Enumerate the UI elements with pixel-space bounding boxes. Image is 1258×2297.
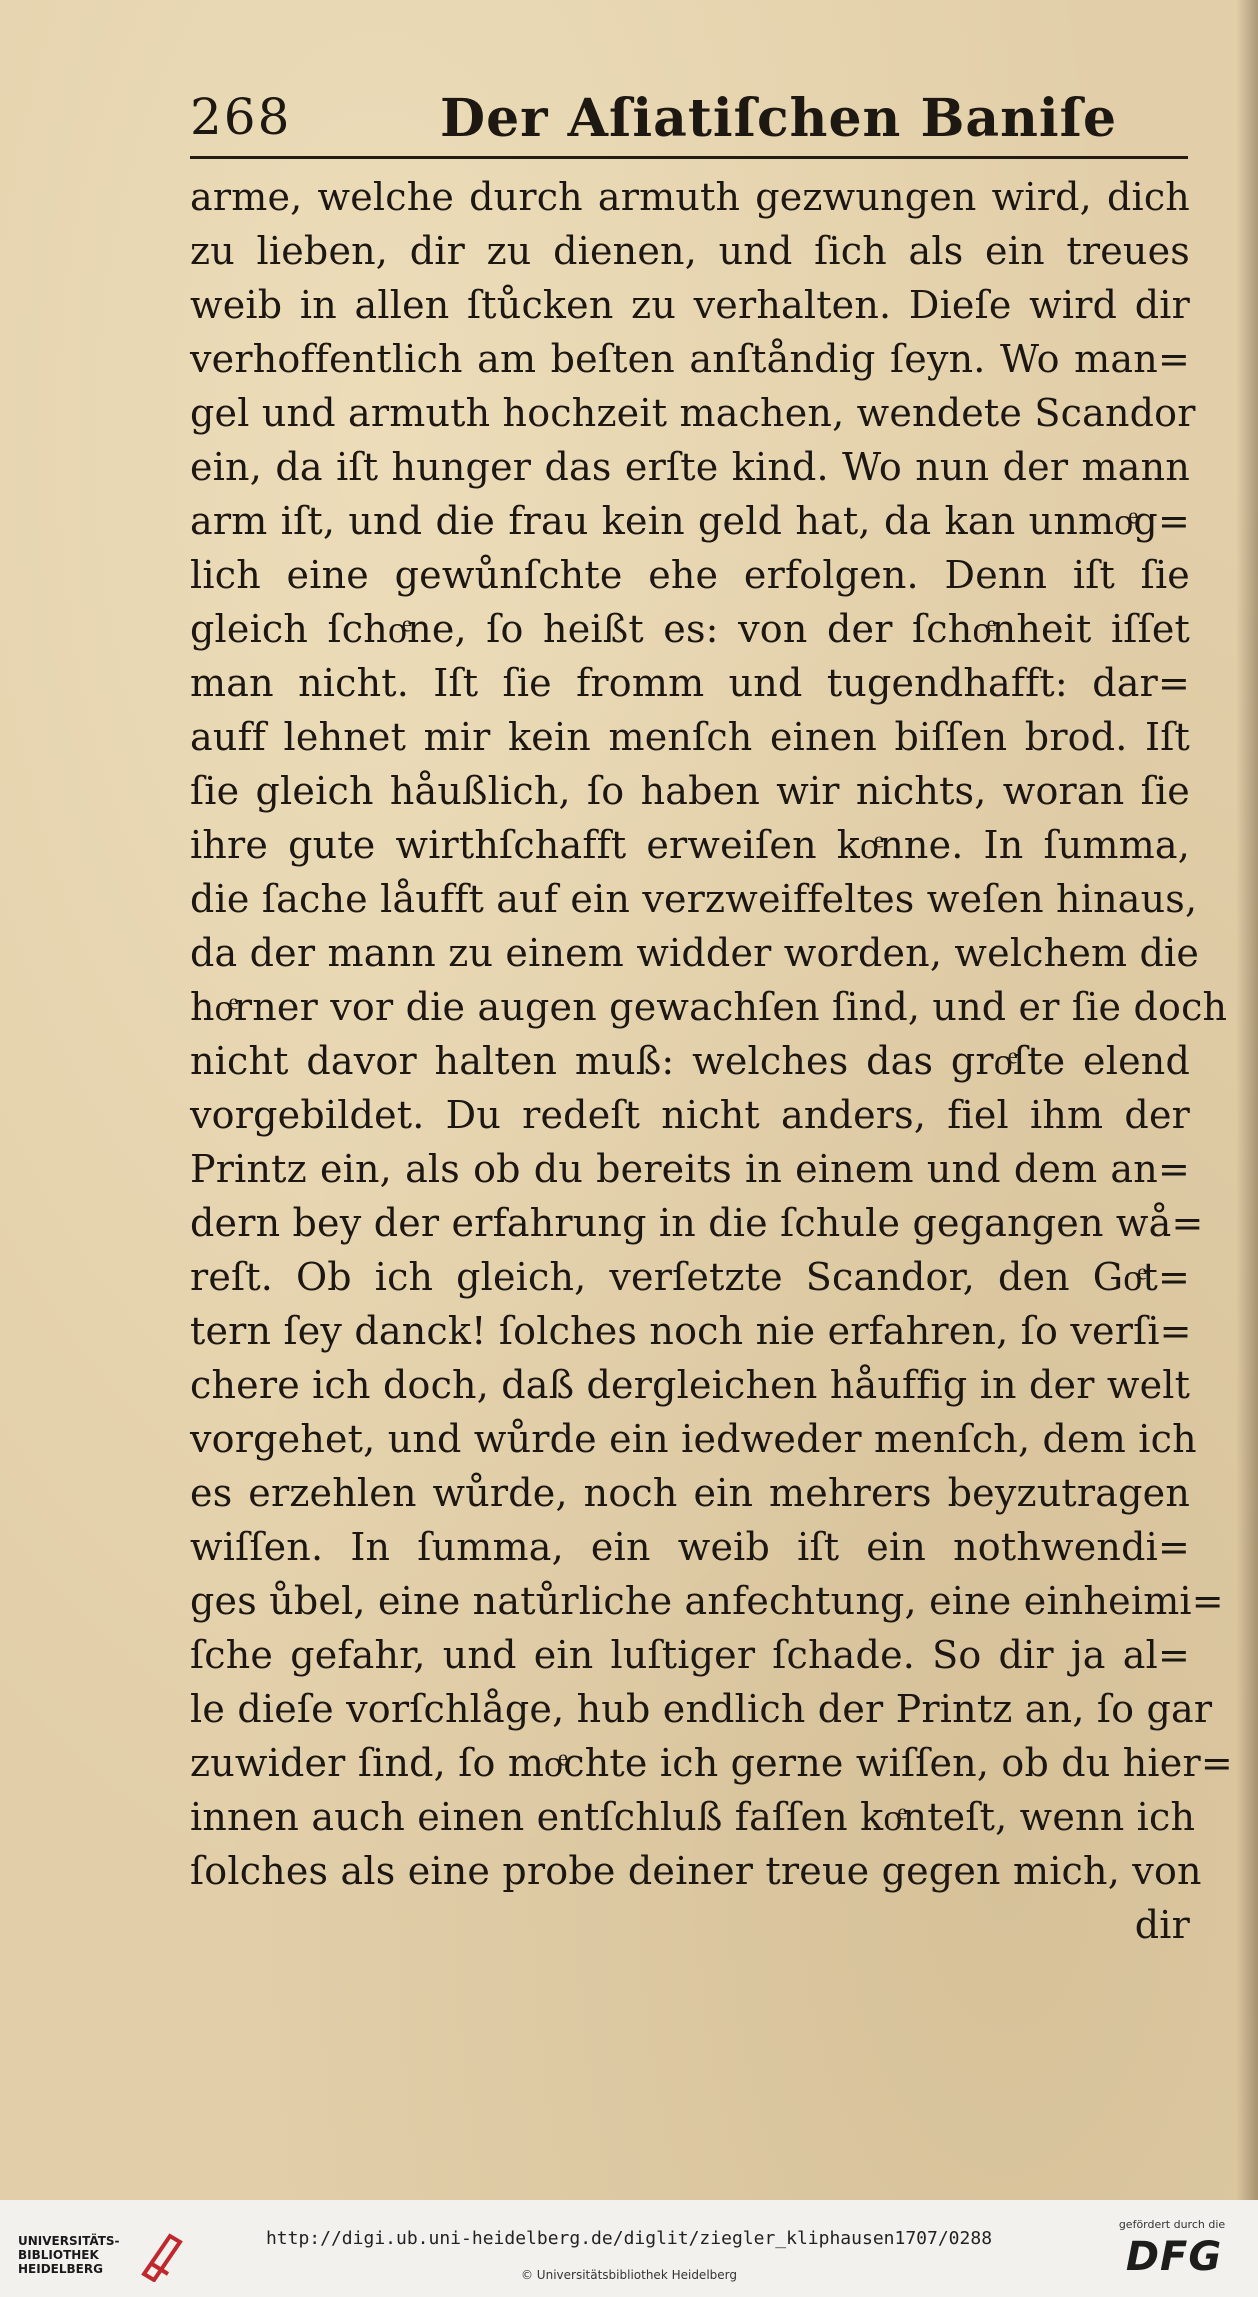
- text-line: ges ůbel, eine natůrliche anfechtung, eine einheimi=: [190, 1579, 1224, 1623]
- text-line: vorgebildet. Du redeſt nicht anders, fiel ihm der: [190, 1093, 1190, 1137]
- text-line: da der mann zu einem widder worden, welchem die: [190, 931, 1200, 975]
- text-line: hoͤrner vor die augen gewachſen ſind, und er ſie doch: [190, 985, 1228, 1029]
- running-title: Der Aſiatiſchen Baniſe: [440, 88, 1118, 149]
- catchword: dir: [1134, 1903, 1190, 1947]
- text-line: vorgehet, und wůrde ein iedweder menſch, dem ich: [190, 1417, 1197, 1461]
- text-line: le dieſe vorſchlåge, hub endlich der Printz an, ſo gar: [190, 1687, 1213, 1731]
- running-head: [190, 88, 1190, 148]
- text-line: ein, da iſt hunger das erſte kind. Wo nun der mann: [190, 445, 1190, 489]
- permalink-url[interactable]: http://digi.ub.uni-heidelberg.de/diglit/ziegler_kliphausen1707/0288: [265, 2228, 993, 2249]
- text-line: es erzehlen wůrde, noch ein mehrers beyzutragen: [190, 1471, 1190, 1515]
- text-line: weib in allen ſtůcken zu verhalten. Dieſe wird dir: [190, 283, 1190, 327]
- text-line: lich eine gewůnſchte ehe erfolgen. Denn iſt ſie: [190, 553, 1190, 597]
- text-line: innen auch einen entſchluß faſſen koͤnteſt, wenn ich: [190, 1795, 1196, 1839]
- text-line: nicht davor halten muß: welches das groͤſte elend: [190, 1039, 1190, 1083]
- text-line: auff lehnet mir kein menſch einen biſſen brod. Iſt: [190, 715, 1190, 759]
- text-line: wiſſen. In ſumma, ein weib iſt ein nothwendi=: [190, 1525, 1190, 1569]
- text-line: tern ſey danck! ſolches noch nie erfahren, ſo verſi=: [190, 1309, 1192, 1353]
- funding-credit[interactable]: [1112, 2218, 1252, 2288]
- text-line: zu lieben, dir zu dienen, und ſich als ein treues: [190, 229, 1190, 273]
- text-line: ſolches als eine probe deiner treue gegen mich, von: [190, 1849, 1202, 1893]
- dfg-logo-icon: DFG: [1125, 2234, 1223, 2280]
- funding-label: gefördert durch die: [1118, 2218, 1226, 2231]
- text-line: chere ich doch, daß dergleichen håuffig in der welt: [190, 1363, 1191, 1407]
- page-gutter-shadow: [1236, 0, 1258, 2200]
- text-line: gel und armuth hochzeit machen, wendete Scandor: [190, 391, 1196, 435]
- text-line: dern bey der erfahrung in die ſchule gegangen wå=: [190, 1201, 1204, 1245]
- text-line: arme, welche durch armuth gezwungen wird, dich: [190, 175, 1190, 219]
- text-body: [190, 170, 1233, 1952]
- viewer-footer: [0, 2200, 1258, 2297]
- text-line: arm iſt, und die frau kein geld hat, da kan unmoͤg=: [190, 499, 1190, 543]
- text-line: die ſache låufft auf ein verzweiffeltes weſen hinaus,: [190, 877, 1198, 921]
- text-line: reſt. Ob ich gleich, verſetzte Scandor, den Goͤt=: [190, 1255, 1190, 1299]
- university-library-logo-text: UNIVERSITÄTS- BIBLIOTHEK HEIDELBERG: [18, 2234, 120, 2276]
- text-line: gleich ſchoͤne, ſo heißt es: von der ſchoͤnheit iſſet: [190, 607, 1190, 651]
- text-line: ihre gute wirthſchafft erweiſen koͤnne. In ſumma,: [190, 823, 1190, 867]
- text-line: Printz ein, als ob du bereits in einem und dem an=: [190, 1147, 1190, 1191]
- text-line: ſche gefahr, und ein luſtiger ſchade. So dir ja al=: [190, 1633, 1190, 1677]
- copyright-notice: © Universitätsbibliothek Heidelberg: [520, 2268, 737, 2282]
- page-number: 268: [190, 88, 292, 146]
- text-line: man nicht. Iſt ſie fromm und tugendhafft: dar=: [190, 661, 1190, 705]
- text-line: verhoffentlich am beſten anſtåndig ſeyn. Wo man=: [190, 337, 1190, 381]
- text-line: ſie gleich håußlich, ſo haben wir nichts, woran ſie: [190, 769, 1190, 813]
- text-line: zuwider ſind, ſo moͤchte ich gerne wiſſen, ob du hier=: [190, 1741, 1233, 1785]
- header-rule: [190, 156, 1188, 159]
